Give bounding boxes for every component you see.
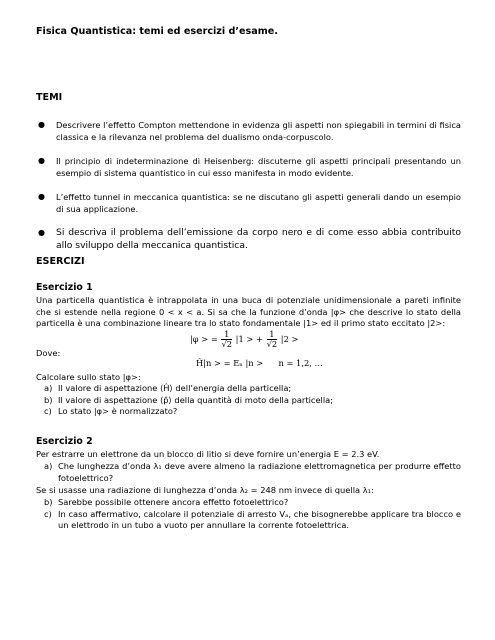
bullet-icon: ● [38, 192, 45, 201]
temi-heading: TEMI [36, 92, 63, 103]
eigenvalue-formula: Ĥ|n > = Eₙ |n > n = 1,2, … [196, 358, 323, 368]
esercizio-2-questions [36, 497, 461, 532]
wavefunction-formula: |φ > = $\frac{1}{√2}$ |1 > + $\frac{1}{√2}$ |2 > [190, 329, 299, 349]
esercizio-1-questions [36, 383, 461, 418]
esercizio-1-intro: Una particella quantistica è intrappolata in una buca di potenziale unidimensionale a pareti infinite che si estende nella regione 0 < x < a. Si sa che la funzione d’onda |φ> che descrive lo stato della particella è una combinazione lineare tra lo stato fondamentale |1> ed il primo stato eccitato |2>: [36, 295, 461, 329]
esercizio-1-heading: Esercizio 1 [36, 282, 93, 293]
bullet-icon: ● [38, 120, 45, 129]
esercizi-heading: ESERCIZI [36, 256, 85, 267]
document-title: Fisica Quantistica: temi ed esercizi d’esame. [36, 26, 278, 37]
temi-list [36, 119, 461, 252]
question-item: b) Il valore di aspettazione ⟨p̂⟩ della quantità di moto della particella; [44, 394, 334, 405]
temi-item: ● L’effetto tunnel in meccanica quantistica: se ne discutano gli aspetti generali dando un esempio di sua applicazione. [38, 192, 461, 214]
temi-item: ● Descrivere l’effetto Compton mettendone in evidenza gli aspetti non spiegabili in termini di fisica classica e la rilevanza nel problema del dualismo onda-corpuscolo. [38, 120, 461, 142]
esercizio-2-question-a [36, 461, 461, 484]
question-item: a) Che lunghezza d’onda λ₁ deve avere almeno la radiazione elettromagnetica per produrre effetto fotoelettrico? [44, 461, 461, 483]
question-item: b) Sarebbe possibile ottenere ancora effetto fotoelettrico? [44, 497, 289, 507]
bullet-icon: ● [38, 228, 45, 237]
esercizio-2-mid: Se si usasse una radiazione di lunghezza d’onda λ₂ = 248 nm invece di quella λ₁: [36, 485, 374, 495]
dove-label: Dove: [36, 348, 61, 358]
question-item: c) In caso affermativo, calcolare il potenziale di arresto Vₐ, che bisognerebbe applicare tra blocco e un elettrodo in un tubo a vuoto per annullare la corrente fotoelettrica. [44, 508, 461, 531]
calcolare-label: Calcolare sullo stato |φ>: [36, 372, 141, 382]
temi-item: ● Il principio di indeterminazione di Heisenberg: discuterne gli aspetti principali presentando un esempio di sistema quantistico in cui esso manifesta in modo evidente. [38, 156, 461, 178]
question-item: c) Lo stato |φ> è normalizzato? [44, 406, 178, 417]
bullet-icon: ● [38, 156, 45, 165]
esercizio-2-heading: Esercizio 2 [36, 436, 93, 447]
temi-item: ● Si descriva il problema dell’emissione da corpo nero e di come esso abbia contribuito allo sviluppo della meccanica quantistica. [38, 227, 461, 251]
esercizio-2-intro: Per estrarre un elettrone da un blocco di litio si deve fornire un’energia E = 2.3 eV. [36, 449, 380, 459]
fraction: $\frac{1}{√2}$ [266, 329, 278, 349]
fraction: $\frac{1}{√2}$ [221, 329, 233, 349]
question-item: a) Il valore di aspettazione ⟨Ĥ⟩ dell’energia della particella; [44, 383, 292, 393]
